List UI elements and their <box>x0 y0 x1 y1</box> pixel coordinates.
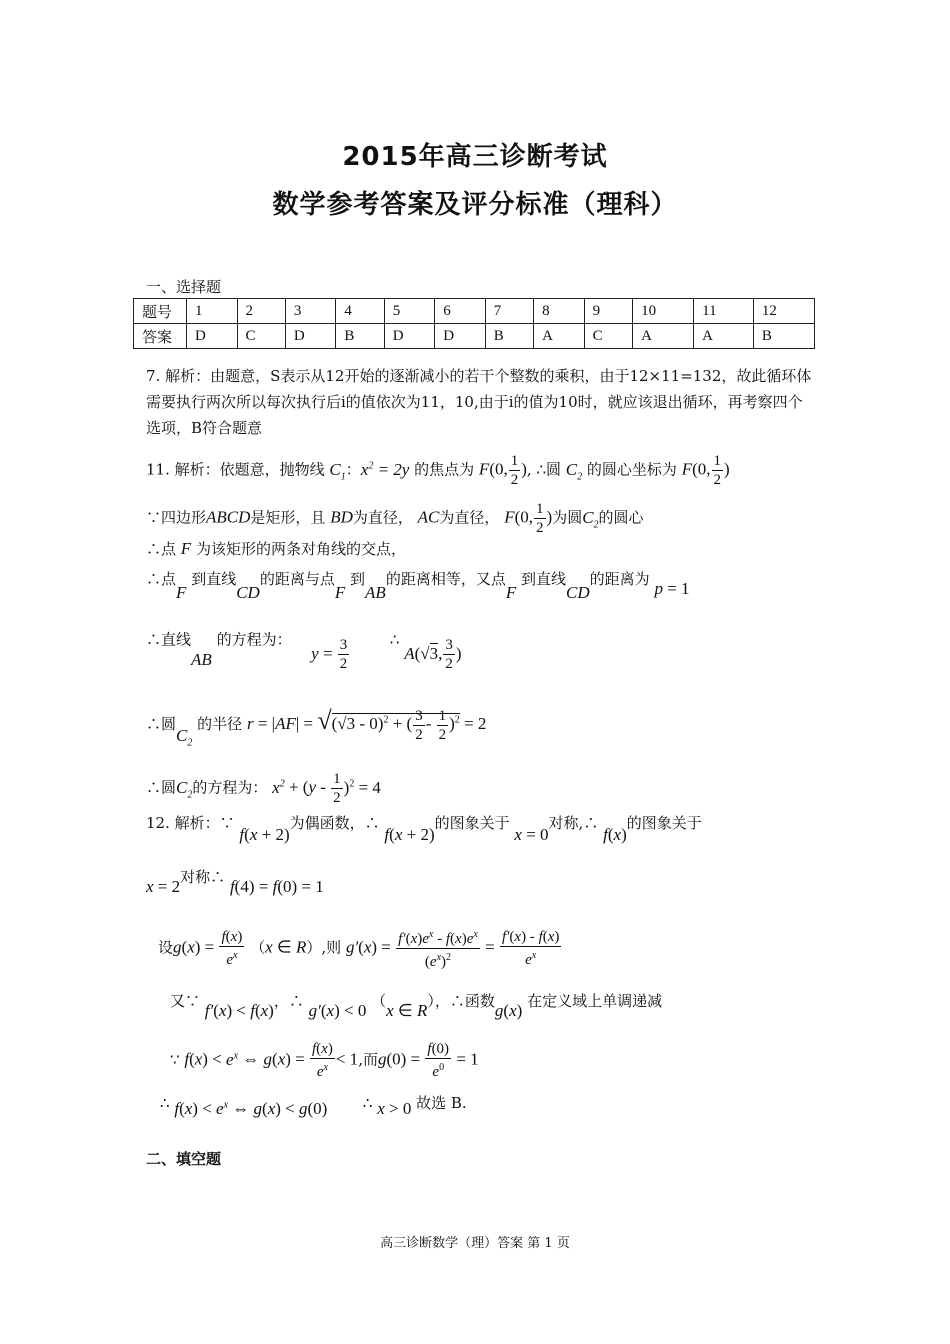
text: 的图象关于 <box>626 814 702 832</box>
table-cell: 2 <box>237 299 285 324</box>
text: ,而 <box>358 1050 378 1069</box>
math: ) <box>521 459 527 479</box>
math: x <box>394 825 403 844</box>
math: g <box>253 1099 263 1118</box>
table-cell: 6 <box>435 299 486 324</box>
fraction: $\frac{3}{2}$ <box>445 637 453 672</box>
math: f <box>250 1001 255 1020</box>
math: ⇔ <box>228 1099 254 1118</box>
text: ）,则 <box>306 938 342 957</box>
text: 为圆 <box>552 508 583 527</box>
math: A <box>404 643 415 663</box>
math: $x^2$ <box>272 777 285 797</box>
text: ∴ <box>389 630 400 649</box>
text: 到直线 <box>191 570 237 588</box>
table-cell: D <box>435 324 486 349</box>
math: f <box>239 825 245 844</box>
math: R <box>295 937 307 957</box>
fraction: $\frac{f'(x)e^x - f(x)e^x}{(e^x)^2}$ <box>396 926 480 971</box>
fraction: $\frac{1}{2}$ <box>333 771 341 806</box>
table-cell: 7 <box>485 299 533 324</box>
table-cell: A <box>633 324 694 349</box>
math: x <box>260 1001 269 1020</box>
math: $x^2 = 2y$ <box>360 459 410 479</box>
text: ），∴函数 <box>427 992 495 1010</box>
text: 对称,∴ <box>548 814 599 832</box>
q11-line3 <box>146 538 406 559</box>
table-cell: 5 <box>384 299 435 324</box>
math: F <box>334 583 346 602</box>
q12-line6 <box>160 1092 467 1118</box>
text: 为偶函数，∴ <box>289 814 380 832</box>
q12-line1 <box>146 812 702 844</box>
text: 的距离为 <box>589 570 650 588</box>
math: ( <box>358 937 364 957</box>
math: CD <box>566 583 590 602</box>
math: F <box>504 507 515 527</box>
math: x <box>326 1001 335 1020</box>
table-cell: 1 <box>187 299 238 324</box>
math: x <box>386 1001 394 1020</box>
math: g <box>299 1099 308 1118</box>
math: ) = <box>285 1049 309 1069</box>
q11-line1: 11. 解析：依题意，抛物线 $C_1$：$x^2 = 2y$ 的焦点为 F(0, $\frac{1}{2}$ ), ∴圆 $C_2$ 的圆心坐标为 F(0, $\frac{1}{2}$ ) <box>146 453 730 488</box>
math: ( <box>181 937 188 957</box>
text: 的圆心 <box>598 508 644 527</box>
text: ∴点 <box>146 540 177 558</box>
math: g′ <box>308 1001 321 1020</box>
math: $e^x$ <box>226 1049 239 1069</box>
math: x <box>267 1099 276 1118</box>
table-cell: 3 <box>285 299 336 324</box>
table-row <box>134 299 815 324</box>
math: x <box>194 1049 203 1069</box>
page-title: 2015年高三诊断考试 <box>342 142 608 172</box>
math: ( <box>503 1001 510 1020</box>
math: ) < <box>275 1099 299 1118</box>
page-footer: 高三诊断数学（理）答案 第 1 页 <box>380 1236 570 1251</box>
math: g <box>377 1049 387 1069</box>
math: y <box>308 777 316 797</box>
fraction: $\frac{3}{2}$ <box>339 637 348 672</box>
math: $e^x$ <box>216 1099 229 1118</box>
text: ∴圆 <box>146 778 177 797</box>
math: = 0 <box>521 825 549 844</box>
table-cell: 10 <box>633 299 694 324</box>
math: x <box>514 825 522 844</box>
math: AC <box>417 507 440 527</box>
text: ∵四边形 <box>146 508 207 527</box>
q11-line4 <box>146 568 690 602</box>
math: ) < <box>226 1001 251 1020</box>
text: ∴ <box>362 1094 373 1112</box>
math: (0, <box>514 507 534 527</box>
answer-table <box>133 298 815 349</box>
fraction: $\frac{f(x)}{e^x}$ <box>221 929 243 968</box>
fraction: $\frac{1}{2}$ <box>713 453 722 488</box>
table-cell: 8 <box>534 299 585 324</box>
math: ) <box>516 1001 523 1020</box>
math: f <box>384 825 390 844</box>
text: 的距离相等，又点 <box>385 570 506 588</box>
math: < 1 <box>335 1049 359 1069</box>
table-cell: B <box>336 324 384 349</box>
math: )$^2$ = 4 <box>343 777 381 797</box>
math: g <box>173 937 182 957</box>
table-cell: B <box>485 324 533 349</box>
text: 到直线 <box>521 570 567 588</box>
math: ∈ <box>272 937 296 957</box>
text: 11. 解析：依题意，抛物线 <box>146 460 325 479</box>
text: 的图象关于 <box>434 814 510 832</box>
table-row-label: 答案 <box>134 324 187 349</box>
math: g <box>263 1049 273 1069</box>
math: f <box>184 1049 190 1069</box>
math: x <box>184 1099 193 1118</box>
table-cell: 12 <box>753 299 814 324</box>
math: x <box>363 937 372 957</box>
math: $C_2$ <box>176 777 193 800</box>
fraction: $\frac{f'(x) - f(x)}{e^x}$ <box>501 929 560 968</box>
math: ) <box>621 825 627 844</box>
text: 12. 解析：∵ <box>146 814 235 832</box>
math: ( <box>254 1001 261 1020</box>
math: = | <box>253 714 276 733</box>
text: 的方程为： <box>192 778 268 797</box>
math: ABCD <box>206 507 251 527</box>
text: 的半径 <box>197 715 243 733</box>
text: 故选 B. <box>416 1094 467 1112</box>
section-heading-choice: 一、选择题 <box>146 278 222 296</box>
math: y <box>311 643 319 663</box>
math: √ <box>317 706 332 735</box>
math: > 0 <box>384 1099 412 1118</box>
text: 在定义域上单调递减 <box>527 992 663 1010</box>
math: x <box>146 877 154 896</box>
q11-line5 <box>146 622 462 672</box>
math: f′ <box>204 1001 214 1020</box>
math: F <box>180 539 192 558</box>
text: 的圆心坐标为 <box>586 460 677 479</box>
table-cell: B <box>753 324 814 349</box>
math: (√3 - 0)$^2$ + ( $\frac{3}{2}$ - $\frac{1}{2}$ )$^2$ <box>331 707 460 743</box>
math: ( <box>272 1049 278 1069</box>
math: ) = <box>194 937 219 957</box>
text: （ <box>371 992 387 1010</box>
fraction: $\frac{f(0)}{e^0}$ <box>427 1041 450 1080</box>
text: 为直径， <box>439 508 500 527</box>
math: AB <box>191 649 212 669</box>
math: ( <box>320 1001 327 1020</box>
math: (0, <box>489 459 508 479</box>
table-cell: C <box>237 324 285 349</box>
q11-line6 <box>146 706 487 749</box>
text: 的焦点为 <box>414 460 475 479</box>
math: CD <box>236 583 260 602</box>
table-cell: D <box>384 324 435 349</box>
math: (√3, <box>414 643 443 663</box>
math: x <box>277 1049 286 1069</box>
table-row <box>134 324 815 349</box>
math: ⇔ <box>238 1049 264 1069</box>
table-cell: 11 <box>694 299 754 324</box>
math: x <box>509 1001 517 1020</box>
math: AF <box>275 714 296 733</box>
math: F <box>176 583 187 602</box>
math: ) <box>724 459 730 479</box>
text: 又∵ <box>170 992 201 1010</box>
math: p <box>654 579 663 598</box>
math: ) < <box>202 1049 227 1069</box>
text: ∴直线 <box>146 630 192 649</box>
page-subtitle: 数学参考答案及评分标准（理科） <box>272 190 678 220</box>
math: $C_1$ <box>329 459 346 482</box>
q12-line4 <box>170 990 663 1020</box>
math: ∈ <box>393 1001 417 1020</box>
math: x <box>613 825 622 844</box>
text: ，∴ <box>273 992 304 1010</box>
math: + 2) <box>257 825 290 844</box>
q12-line5 <box>170 1040 479 1081</box>
math: x <box>377 1099 385 1118</box>
section-heading-fill: 二、填空题 <box>146 1150 222 1168</box>
math: ) <box>546 507 553 527</box>
math: (0) = <box>386 1049 425 1069</box>
math: f <box>603 825 608 844</box>
math: = 2 <box>459 714 487 733</box>
math: ( <box>262 1099 268 1118</box>
math: - <box>316 777 331 797</box>
math: x <box>249 825 258 844</box>
math: AB <box>365 583 386 602</box>
math: = 2 <box>153 877 181 896</box>
table-row-label: 题号 <box>134 299 187 324</box>
math: ) < 0 <box>334 1001 367 1020</box>
table-cell: A <box>694 324 754 349</box>
math: $C_2$ <box>582 507 599 530</box>
table-cell: D <box>187 324 238 349</box>
text: ∵ <box>170 1050 180 1069</box>
math: g′ <box>345 937 359 957</box>
math: (0) <box>307 1099 328 1118</box>
q11-line7 <box>146 770 381 807</box>
math: F <box>681 459 693 479</box>
table-cell: C <box>584 324 632 349</box>
math: (0, <box>692 459 711 479</box>
text: 的方程为： <box>216 630 292 649</box>
text: 为该矩形的两条对角线的交点， <box>195 540 406 558</box>
text: ∴点 <box>146 570 177 588</box>
math: ( <box>179 1099 185 1118</box>
math: R <box>416 1001 428 1020</box>
fraction: $\frac{1}{2}$ <box>536 501 544 536</box>
math: f <box>229 877 235 896</box>
math: (4) = <box>234 877 273 896</box>
text: 到 <box>350 570 366 588</box>
math: + ( <box>284 777 309 797</box>
text: （ <box>250 938 266 957</box>
math: ( <box>244 825 250 844</box>
math: = 1 <box>662 579 690 598</box>
table-cell: D <box>285 324 336 349</box>
math: $C_2$ <box>176 726 193 749</box>
math: = <box>480 937 499 957</box>
math: ) < <box>192 1099 217 1118</box>
math: x <box>218 1001 227 1020</box>
math: f <box>174 1099 180 1118</box>
table-cell: 9 <box>584 299 632 324</box>
math: g <box>494 1001 504 1020</box>
math: ( <box>607 825 614 844</box>
math: ( <box>189 1049 195 1069</box>
math: = 1 <box>452 1049 479 1069</box>
math: ( <box>389 825 395 844</box>
text: 为直径， <box>352 508 413 527</box>
fraction: $\frac{f(x)}{e^x}$ <box>312 1041 333 1080</box>
text: 对称∴ <box>180 868 226 886</box>
math: f <box>272 877 278 896</box>
table-cell: A <box>534 324 585 349</box>
math: r <box>246 714 254 733</box>
math: ) = <box>371 937 396 957</box>
math: $C_2$ <box>565 459 583 482</box>
math: | = <box>295 714 318 733</box>
math: + 2) <box>402 825 435 844</box>
math: ) <box>455 643 462 663</box>
math: ( <box>213 1001 219 1020</box>
text: 是矩形，且 <box>250 508 326 527</box>
math: BD <box>330 507 353 527</box>
math: x <box>265 937 273 957</box>
q11-line2 <box>146 500 644 537</box>
table-cell: 4 <box>336 299 384 324</box>
text: ∴圆 <box>536 460 561 479</box>
math: ) <box>268 1001 274 1020</box>
math: = <box>318 643 337 663</box>
math: F <box>478 459 490 479</box>
math: F <box>505 583 517 602</box>
q7-explanation: 7. 解析：由题意，S表示从12开始的逐渐减小的若干个整数的乘积，由于12×11=132，故此循环体需要执行两次所以每次执行后i的值依次为11，10,由于i的值为10时，就应该退出循环，再考察四个选项，B符合题意 <box>146 367 812 437</box>
text: ∴ <box>160 1094 170 1112</box>
text: 设 <box>158 938 174 957</box>
fraction: $\frac{1}{2}$ <box>510 453 519 488</box>
q12-line3 <box>158 926 562 971</box>
math: x <box>187 937 195 957</box>
math: (0) = 1 <box>277 877 324 896</box>
text: 的距离与点 <box>259 570 335 588</box>
text: ∴圆 <box>146 715 177 733</box>
q12-line2 <box>146 866 324 896</box>
